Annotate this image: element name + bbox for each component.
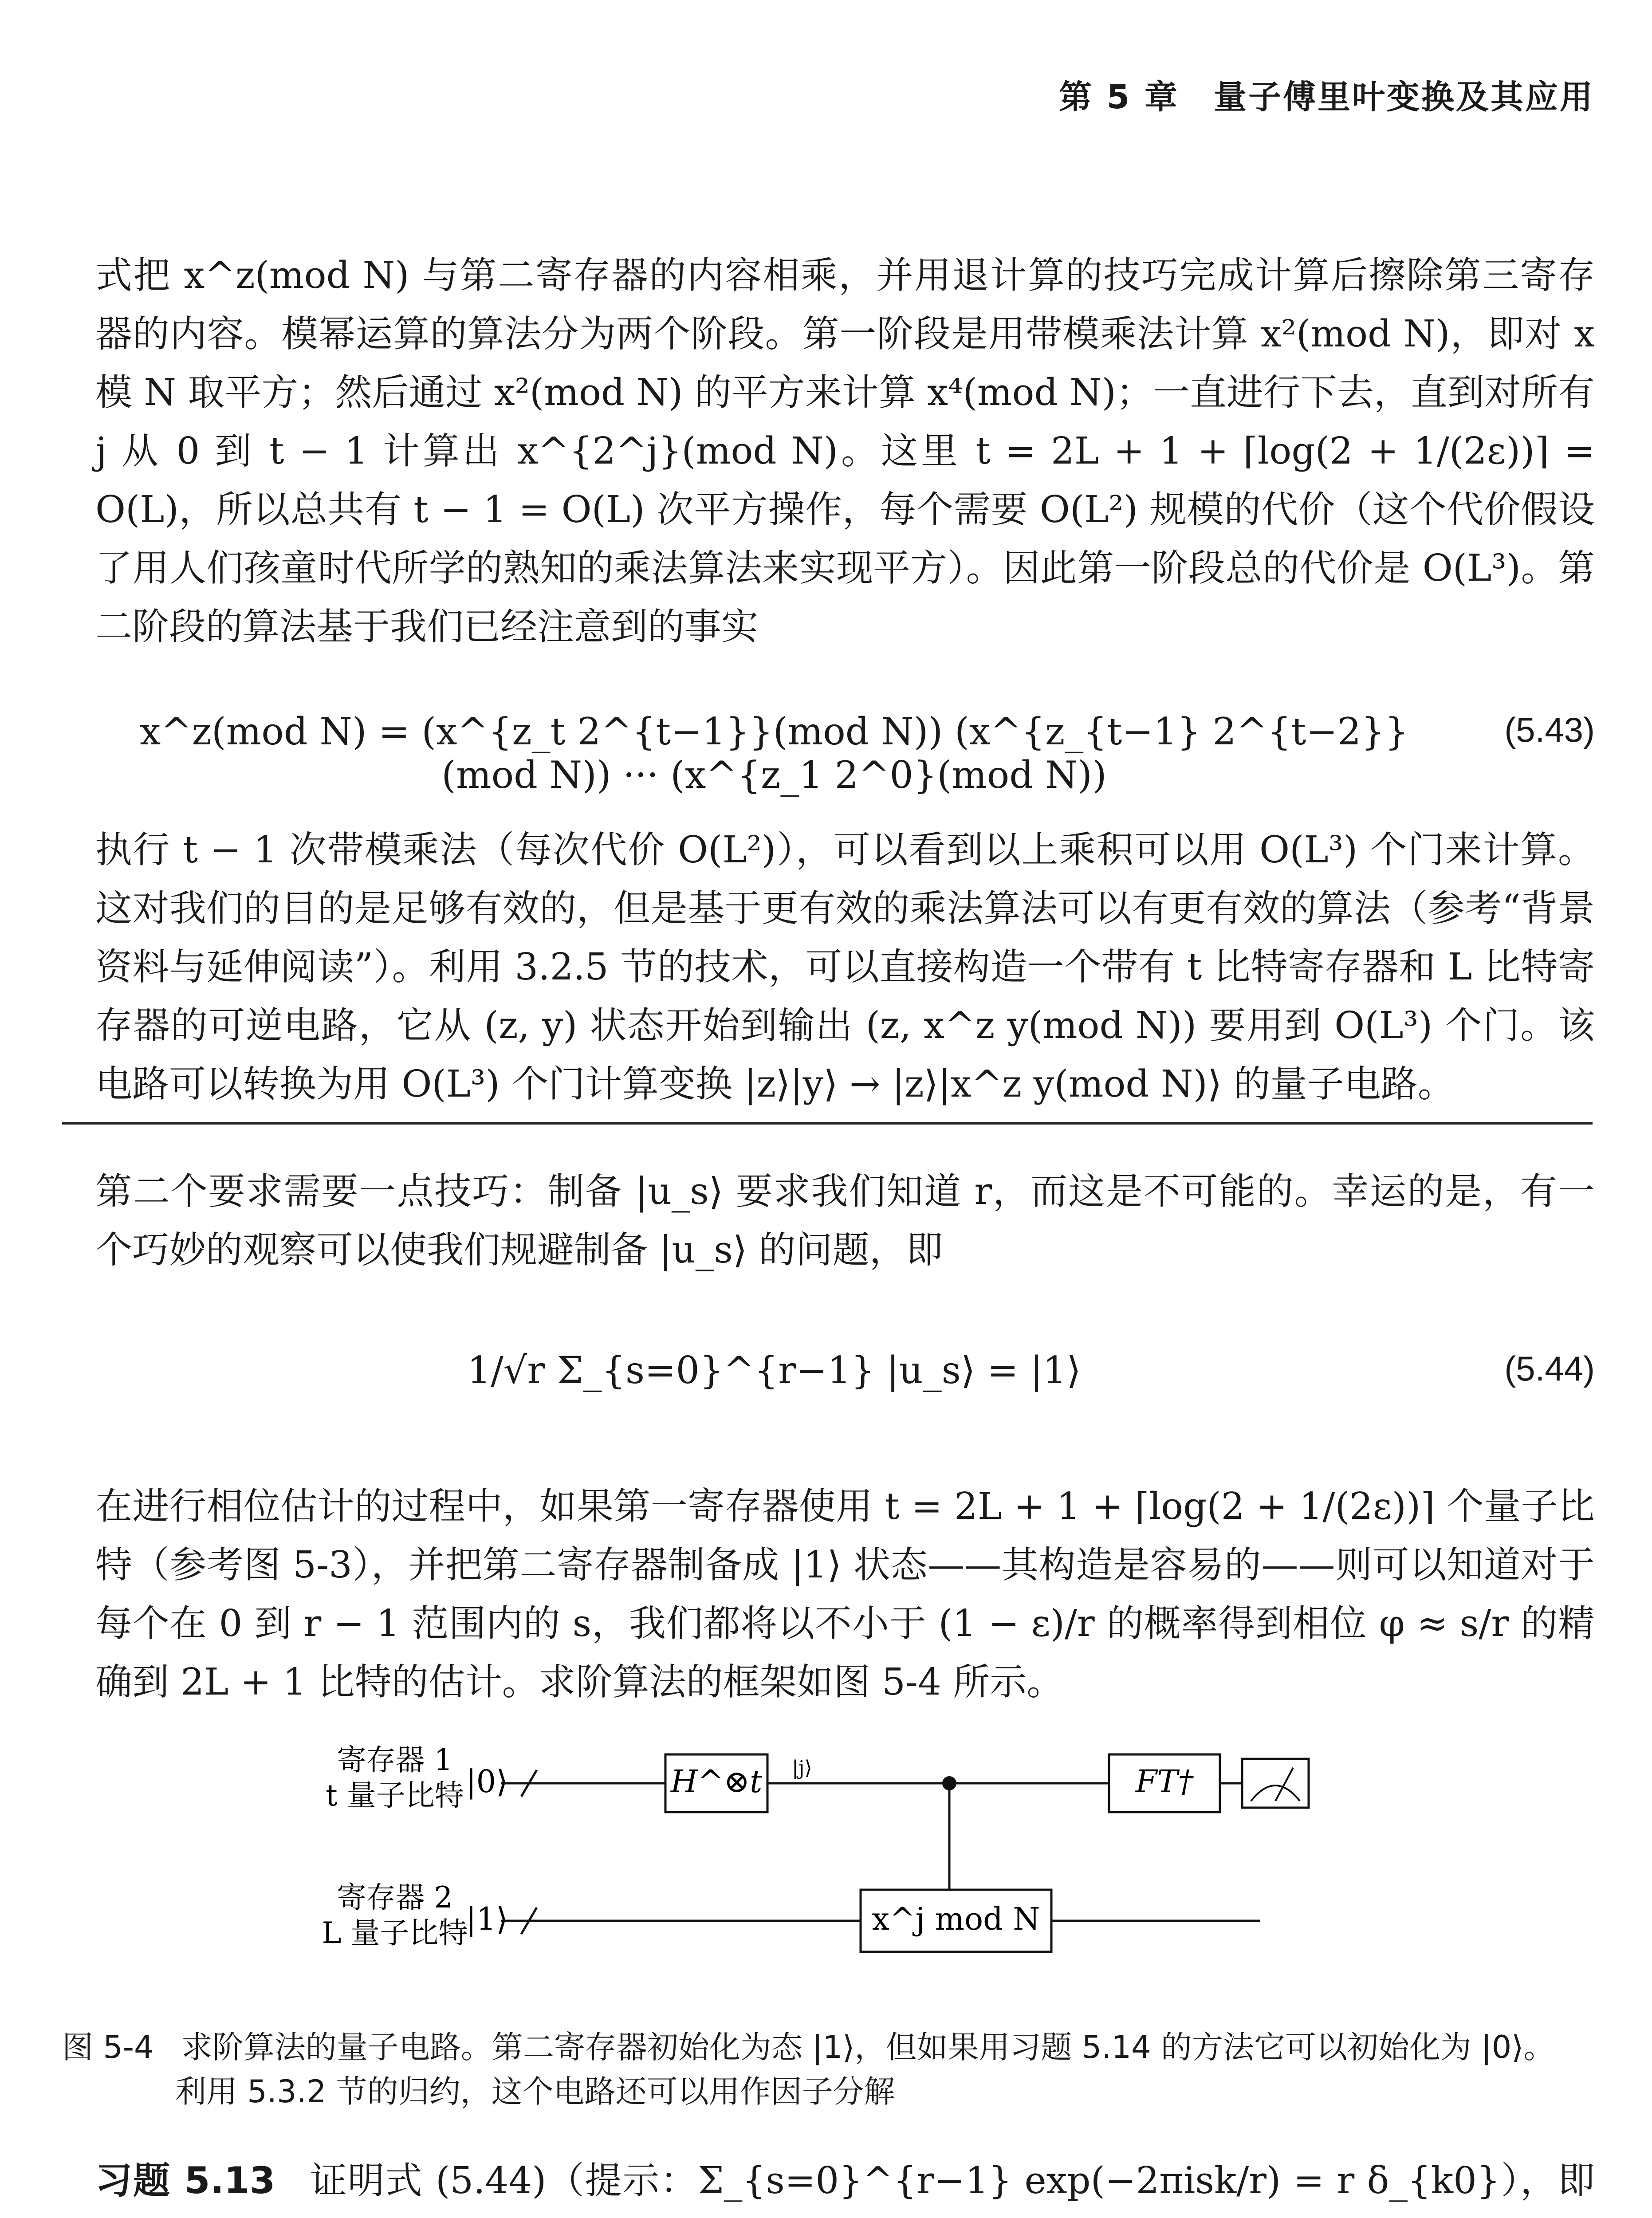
figure-caption-line-1 <box>62 2025 1606 2069</box>
paragraph-3 <box>95 1162 1595 1279</box>
register-2-qubits: L 量子比特 <box>322 1916 468 1950</box>
box-paragraph-1 <box>95 246 1595 656</box>
equation-5-44-body: 1/√r Σ_{s=0}^{r−1} |u_s⟩ = |1⟩ <box>467 1349 1081 1392</box>
box-bottom-rule <box>62 1122 1593 1125</box>
register-1-input-state: |0⟩ <box>466 1763 508 1800</box>
paragraph-3-text: 第二个要求需要一点技巧：制备 |u_s⟩ 要求我们知道 r，而这是不可能的。幸运的是，有一个巧妙的观察可以使我们规避制备 |u_s⟩ 的问题，即 <box>95 1170 1595 1271</box>
chapter-header: 第 5 章 量子傅里叶变换及其应用 <box>1058 78 1594 116</box>
equation-5-44-number: (5.44) <box>1504 1349 1595 1388</box>
equation-5-43-number: (5.43) <box>1504 710 1595 749</box>
figure-caption-text-1: 求阶算法的量子电路。第二寄存器初始化为态 |1⟩，但如果用习题 5.14 的方法它可以初始化为 |0⟩。 <box>181 2029 1555 2065</box>
inverse-fourier-gate-label: FT† <box>1135 1763 1194 1800</box>
figure-caption <box>62 2025 1606 2114</box>
exercise-5-13 <box>95 2151 1595 2218</box>
figure-caption-line-2: 利用 5.3.2 节的归约，这个电路还可以用作因子分解 <box>175 2073 895 2110</box>
equation-5-43 <box>95 710 1595 797</box>
paragraph-4 <box>95 1477 1595 1711</box>
register-2-name: 寄存器 2 <box>337 1880 453 1915</box>
order-finding-circuit <box>322 1739 1375 1970</box>
exercise-label: 习题 5.13 <box>95 2159 275 2202</box>
box-paragraph-1-text: 式把 x^z(mod N) 与第二寄存器的内容相乘，并用退计算的技巧完成计算后擦除第三寄存器的内容。模幂运算的算法分为两个阶段。第一阶段是用带模乘法计算 x²(mod N)，即对 x 模 N 取平方；然后通过 x²(mod N) 的平方来计算 x⁴(mod N)；一直进行下去，直到对所有 j 从 0 到 t − 1 计算出 x^{2^j}(mod N)。这里 t = 2L + 1 + ⌈log(2 + 1/(2ε))⌉ = O(L)，所以总共有 t − 1 = O(L) 次平方操作，每个需要 O(L²) 规模的代价（这个代价假设了用人们孩童时代所学的熟知的乘法算法来实现平方）。因此第一阶段总的代价是 O(L³)。第二阶段的算法基于我们已经注意到的事实 <box>95 254 1595 648</box>
paragraph-4-text: 在进行相位估计的过程中，如果第一寄存器使用 t = 2L + 1 + ⌈log(2 + 1/(2ε))⌉ 个量子比特（参考图 5-3），并把第二寄存器制备成 |1⟩ 状态——其构造是容易的——则可以知道对于每个在 0 到 r − 1 范围内的 s，我们都将以不小于 (1 − ε)/r 的概率得到相位 φ ≈ s/r 的精确到 2L + 1 比特的估计。求阶算法的框架如图 5-4 所示。 <box>95 1485 1595 1703</box>
box-paragraph-2 <box>95 821 1595 1113</box>
register-1-qubits: t 量子比特 <box>326 1778 464 1813</box>
exercise-text: 证明式 (5.44)（提示：Σ_{s=0}^{r−1} exp(−2πisk/r) = r δ_{k0}），即 <box>310 2159 1595 2202</box>
equation-5-44 <box>95 1349 1595 1411</box>
wire-label-j: |j⟩ <box>792 1757 812 1779</box>
register-1-name: 寄存器 1 <box>337 1743 453 1777</box>
hadamard-gate-label: H^⊗t <box>670 1763 763 1800</box>
register-2-input-state: |1⟩ <box>466 1901 508 1937</box>
box-paragraph-2-text: 执行 t − 1 次带模乘法（每次代价 O(L²)），可以看到以上乘积可以用 O(L³) 个门来计算。这对我们的目的是足够有效的，但是基于更有效的乘法算法可以有更有效的算法（参考“背景资料与延伸阅读”）。利用 3.2.5 节的技术，可以直接构造一个带有 t 比特寄存器和 L 比特寄存器的可逆电路，它从 (z, y) 状态开始到输出 (z, x^z y(mod N)) 要用到 O(L³) 个门。该电路可以转换为用 O(L³) 个门计算变换 |z⟩|y⟩ → |z⟩|x^z y(mod N)⟩ 的量子电路。 <box>95 828 1595 1105</box>
modular-exponentiation-label: x^j mod N <box>872 1901 1040 1937</box>
equation-5-43-body: x^z(mod N) = (x^{z_t 2^{t−1}}(mod N)) (x^{z_{t−1} 2^{t−2}}(mod N)) ··· (x^{z_1 2^0}(mod N)) <box>139 710 1409 797</box>
figure-label: 图 5-4 <box>62 2029 154 2065</box>
